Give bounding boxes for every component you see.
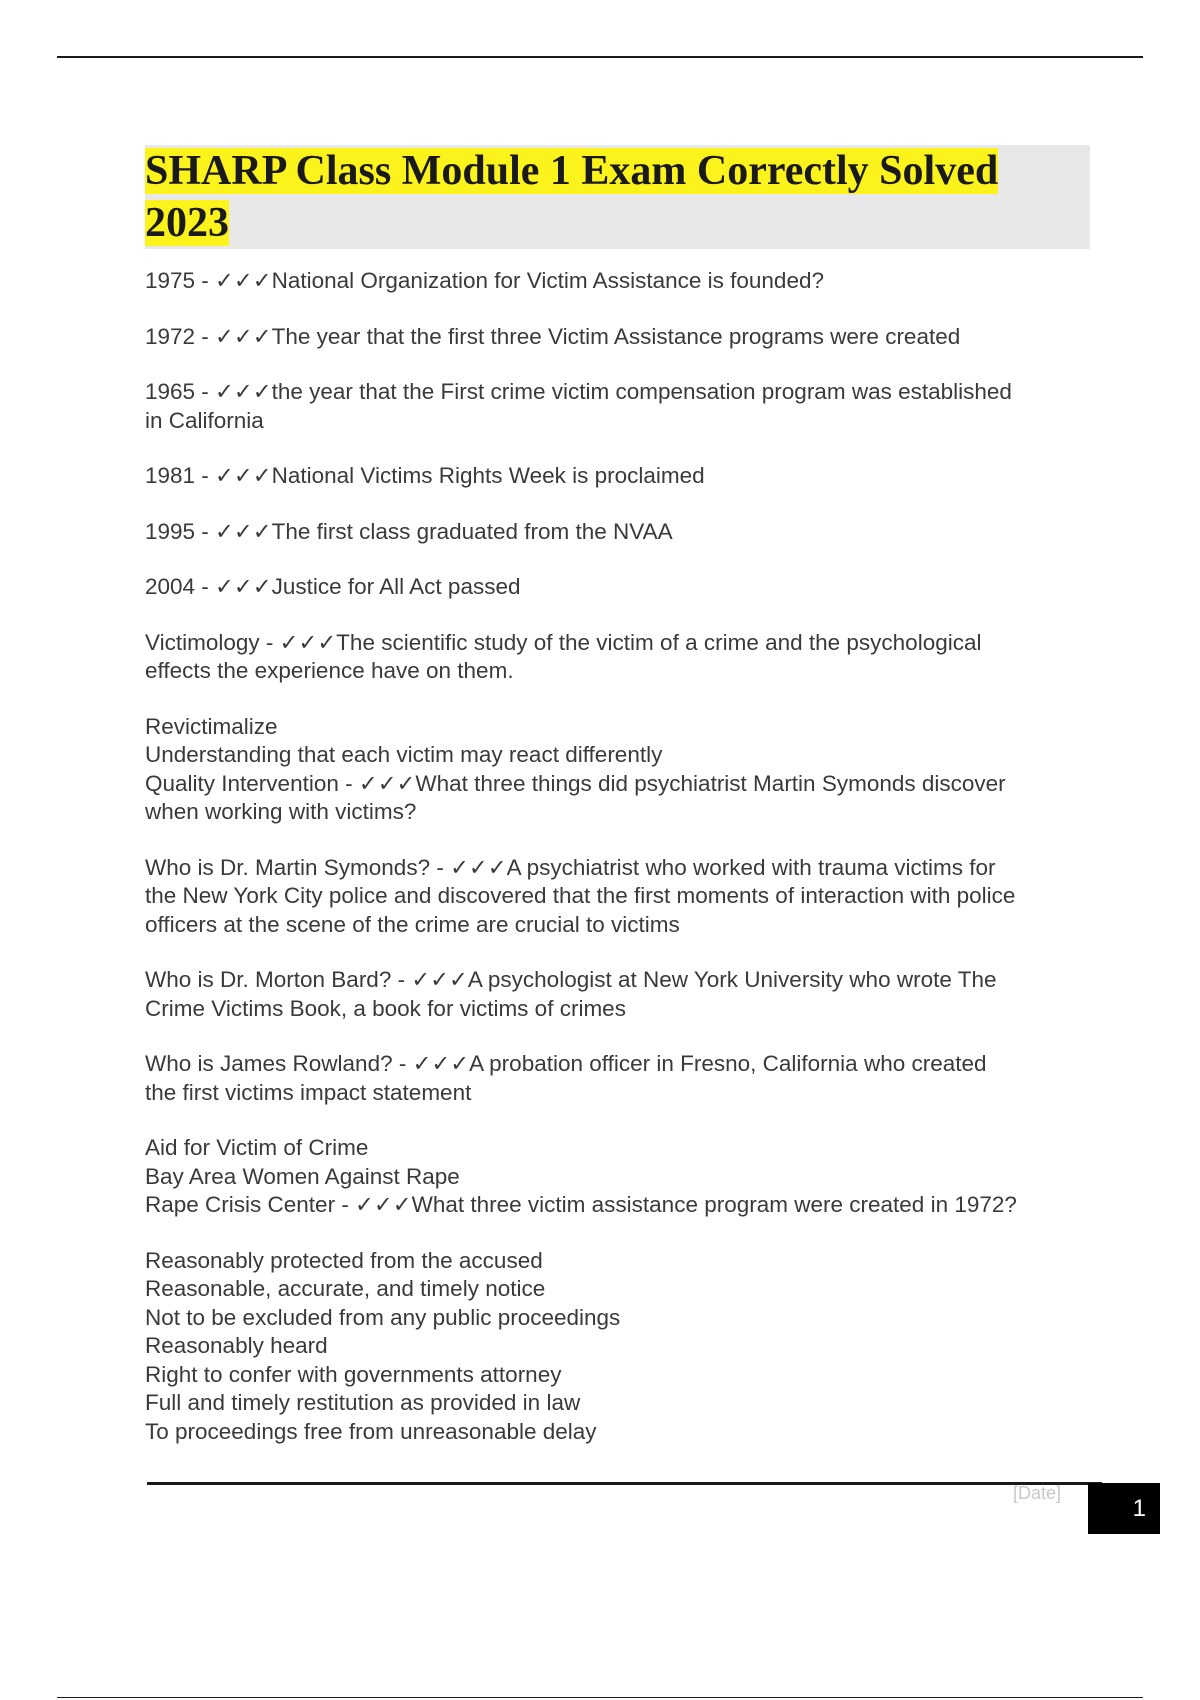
entry-line: Who is James Rowland? - ✓✓✓A probation officer in Fresno, California who created bbox=[145, 1051, 987, 1076]
qa-entry bbox=[145, 573, 1090, 602]
entry-line: To proceedings free from unreasonable delay bbox=[145, 1418, 597, 1444]
qa-entry bbox=[145, 323, 1090, 352]
page-number-box bbox=[1088, 1483, 1160, 1534]
entry-line: Quality Intervention - ✓✓✓What three things did psychiatrist Martin Symonds discover bbox=[145, 770, 1006, 796]
entry-line: officers at the scene of the crime are crucial to victims bbox=[145, 911, 680, 937]
qa-entry bbox=[145, 854, 1090, 940]
entry-line: Right to confer with governments attorney bbox=[145, 1361, 562, 1387]
entry-line: Crime Victims Book, a book for victims of crimes bbox=[145, 995, 626, 1021]
qa-entry bbox=[145, 518, 1090, 547]
entry-line: Reasonably protected from the accused bbox=[145, 1247, 543, 1273]
entry-line: Victimology - ✓✓✓The scientific study of the victim of a crime and the psychological bbox=[145, 629, 982, 655]
qa-entry bbox=[145, 267, 1090, 296]
document-body bbox=[145, 145, 1090, 1473]
title-box bbox=[145, 145, 1090, 249]
qa-entry bbox=[145, 378, 1090, 435]
entry-line: the first victims impact statement bbox=[145, 1079, 472, 1105]
qa-entry bbox=[145, 1247, 1090, 1447]
qa-entry bbox=[145, 966, 1090, 1023]
qa-entry bbox=[145, 462, 1090, 491]
page-bottom-rule bbox=[57, 1697, 1143, 1698]
entry-line: Aid for Victim of Crime bbox=[145, 1135, 369, 1160]
entry-line: Rape Crisis Center - ✓✓✓What three victim assistance program were created in 1972? bbox=[145, 1192, 1017, 1217]
entry-line: Who is Dr. Martin Symonds? - ✓✓✓A psychiatrist who worked with trauma victims for bbox=[145, 854, 996, 880]
entry-line: 1965 - ✓✓✓the year that the First crime victim compensation program was established bbox=[145, 379, 1012, 404]
entry-line: Revictimalize bbox=[145, 713, 278, 739]
entry-line: in California bbox=[145, 407, 264, 433]
footer-rule bbox=[147, 1482, 1102, 1485]
qa-entry bbox=[145, 1134, 1090, 1220]
qa-entry bbox=[145, 629, 1090, 686]
page-number: 1 bbox=[1132, 1494, 1146, 1522]
entry-line: 1975 - ✓✓✓National Organization for Victim Assistance is founded? bbox=[145, 268, 824, 293]
qa-list bbox=[145, 267, 1090, 1446]
entry-line: Reasonable, accurate, and timely notice bbox=[145, 1276, 546, 1301]
entry-line: Who is Dr. Morton Bard? - ✓✓✓A psychologist at New York University who wrote The bbox=[145, 967, 997, 992]
title-line-1: SHARP Class Module 1 Exam Correctly Solved bbox=[145, 148, 999, 194]
entry-line: when working with victims? bbox=[145, 799, 417, 824]
entry-line: 1972 - ✓✓✓The year that the first three Victim Assistance programs were created bbox=[145, 323, 961, 349]
entry-line: Bay Area Women Against Rape bbox=[145, 1163, 460, 1189]
entry-line: Understanding that each victim may react differently bbox=[145, 742, 663, 767]
entry-line: Not to be excluded from any public proceedings bbox=[145, 1304, 621, 1330]
entry-line: effects the experience have on them. bbox=[145, 658, 514, 683]
footer-date: [Date] bbox=[1013, 1483, 1062, 1503]
entry-line: 1981 - ✓✓✓National Victims Rights Week is proclaimed bbox=[145, 463, 705, 488]
page-title bbox=[145, 145, 1090, 249]
entry-line: 2004 - ✓✓✓Justice for All Act passed bbox=[145, 574, 521, 599]
header-rule bbox=[57, 56, 1143, 58]
entry-line: 1995 - ✓✓✓The first class graduated from the NVAA bbox=[145, 518, 673, 544]
entry-line: Reasonably heard bbox=[145, 1333, 328, 1358]
title-line-2: 2023 bbox=[145, 200, 229, 246]
qa-entry bbox=[145, 713, 1090, 827]
qa-entry bbox=[145, 1050, 1090, 1107]
entry-line: Full and timely restitution as provided in law bbox=[145, 1390, 581, 1415]
entry-line: the New York City police and discovered that the first moments of interaction with police bbox=[145, 883, 1016, 908]
